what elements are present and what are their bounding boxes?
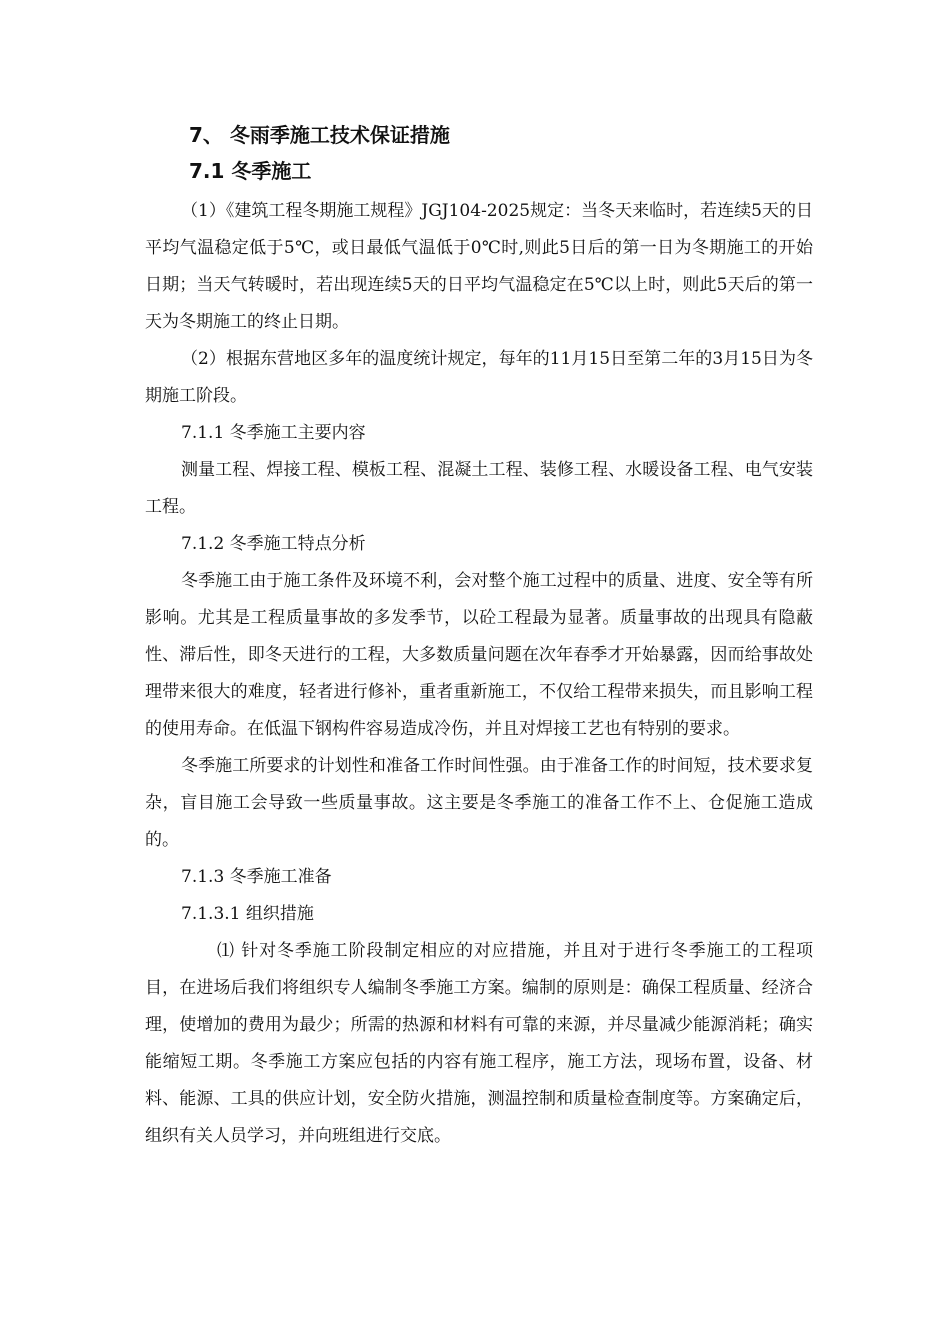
section-heading-7: 7、 冬雨季施工技术保证措施 bbox=[189, 123, 450, 147]
subsection-heading-7-1-3-1: 7.1.3.1 组织措施 bbox=[181, 904, 314, 924]
paragraph-3: 测量工程、焊接工程、模板工程、混凝土工程、装修工程、水暖设备工程、电气安装工程。 bbox=[145, 460, 813, 517]
paragraph-1: （1）《建筑工程冬期施工规程》JGJ104-2025规定：当冬天来临时，若连续5天的日平均气温稳定低于5℃，或日最低气温低于0℃时,则此5日后的第一日为冬期施工的开始日期；当天气转暖时，若出现连续5天的日平均气温稳定在5℃以上时，则此5天后的第一天为冬期施工的终止日期。 bbox=[145, 201, 813, 332]
subsection-heading-7-1-2: 7.1.2 冬季施工特点分析 bbox=[181, 534, 366, 554]
paragraph-4: 冬季施工由于施工条件及环境不利，会对整个施工过程中的质量、进度、安全等有所影响。尤其是工程质量事故的多发季节，以砼工程最为显著。质量事故的出现具有隐蔽性、滞后性，即冬天进行的工程，大多数质量问题在次年春季才开始暴露，因而给事故处理带来很大的难度，轻者进行修补，重者重新施工，不仅给工程带来损失，而且影响工程的使用寿命。在低温下钢构件容易造成冷伤，并且对焊接工艺也有特别的要求。 bbox=[145, 571, 813, 739]
paragraph-6: ⑴ 针对冬季施工阶段制定相应的对应措施，并且对于进行冬季施工的工程项目，在进场后我们将组织专人编制冬季施工方案。编制的原则是：确保工程质量、经济合理，使增加的费用为最少；所需的热源和材料有可靠的来源，并尽量减少能源消耗；确实能缩短工期。冬季施工方案应包括的内容有施工程序，施工方法，现场布置，设备、材料、能源、工具的供应计划，安全防火措施，测温控制和质量检查制度等。方案确定后，组织有关人员学习，并向班组进行交底。 bbox=[145, 941, 813, 1146]
subsection-heading-7-1-3: 7.1.3 冬季施工准备 bbox=[181, 867, 332, 887]
paragraph-5: 冬季施工所要求的计划性和准备工作时间性强。由于准备工作的时间短，技术要求复杂，盲目施工会导致一些质量事故。这主要是冬季施工的准备工作不上、仓促施工造成的。 bbox=[145, 756, 813, 850]
subsection-heading-7-1-1: 7.1.1 冬季施工主要内容 bbox=[181, 423, 366, 443]
section-heading-7-1: 7.1 冬季施工 bbox=[189, 159, 312, 183]
document-body bbox=[145, 117, 813, 1155]
paragraph-2: （2）根据东营地区多年的温度统计规定，每年的11月15日至第二年的3月15日为冬期施工阶段。 bbox=[145, 349, 813, 406]
